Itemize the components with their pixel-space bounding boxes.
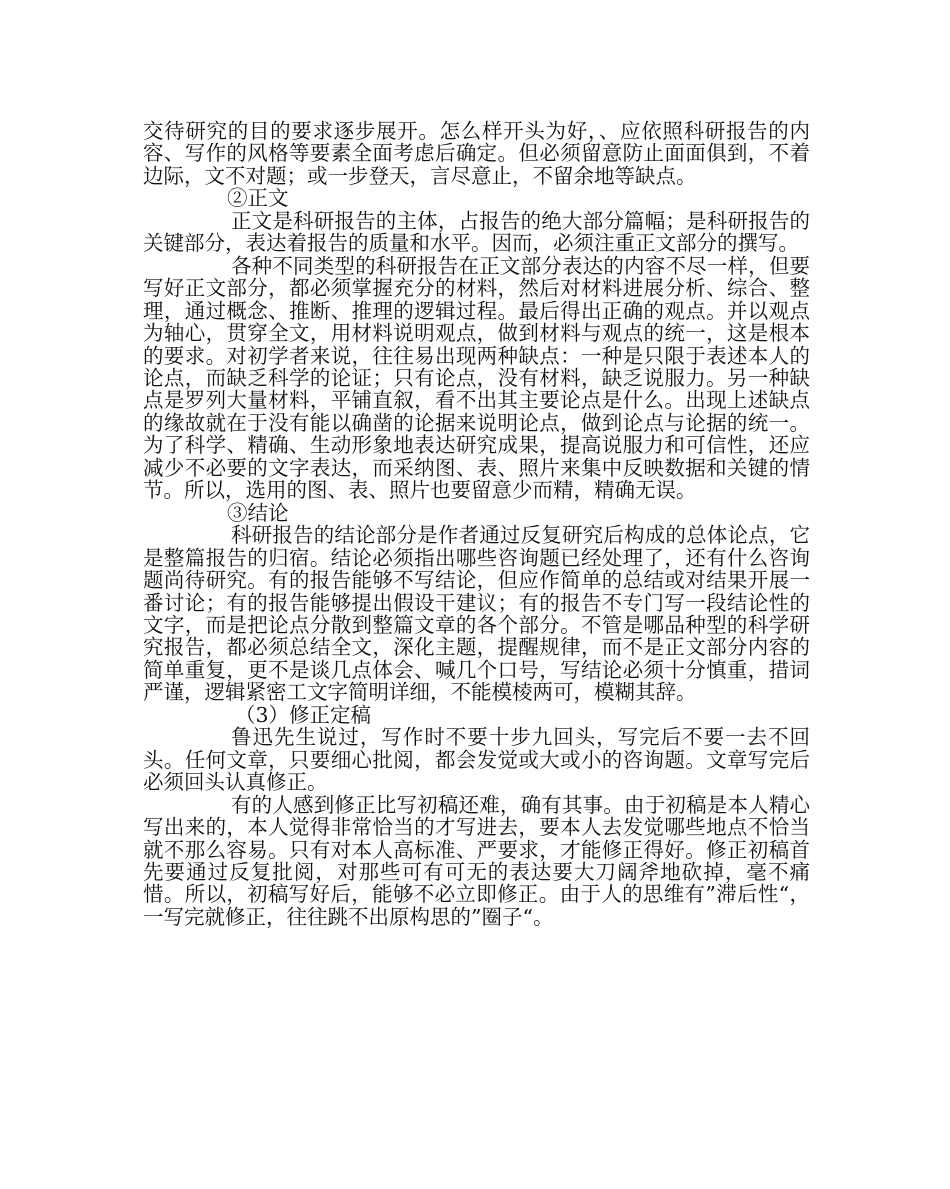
section-heading-revision: （3）修正定稿 [235,702,372,727]
paragraph-main-body-definition: 正文是科研报告的主体，占报告的绝大部分篇幅；是科研报告的关键部分，表达着报告的质量和水平。因而，必须注重正文部分的撰写。 [143,208,810,256]
paragraph-revision-lu-xun: 鲁迅先生说过，写作时不要十步九回头，写完后不要一去不回头。任何文章，只要细心批阅，都会发觉或大或小的咨询题。文章写完后必须回头认真修正。 [143,725,810,795]
paragraph-conclusion: 科研报告的结论部分是作者通过反复研究后构成的总体论点，它是整篇报告的归宿。结论必须指出哪些咨询题已经处理了，还有什么咨询题尚待研究。有的报告能够不写结论，但应作简单的总结或对结果开展一番讨论；有的报告能够提出假设干建议；有的报告不专门写一段结论性的文字，而是把论点分散到整篇文章的各个部分。不管是哪品种型的科学研究报告，都必须总结全文，深化主题，提醒规律，而不是正文部分内容的简单重复，更不是谈几点体会、喊几个口号，写结论必须十分慎重，措词严谨，逻辑紧密工文字简明详细，不能模棱两可，模糊其辞。 [143,523,810,705]
section-heading-main-body: ②正文 [227,186,289,211]
paragraph-revision-difficulty: 有的人感到修正比写初稿还难，确有其事。由于初稿是本人精心写出来的，本人觉得非常恰当的才写进去，要本人去发觉哪些地点不恰当就不那么容易。只有对本人高标准、严要求，才能修正得好。修正初稿首先要通过反复批阅，对那些可有可无的表达要大刀阔斧地砍掉，毫不痛惜。所以，初稿写好后，能够不必立即修正。由于人的思维有”滞后性“，一写完就修正，往往跳不出原构思的”圈子“。 [143,792,810,929]
section-heading-conclusion: ③结论 [227,500,289,525]
paragraph-main-body-requirements: 各种不同类型的科研报告在正文部分表达的内容不尽一样，但要写好正文部分，都必须掌握充分的材料，然后对材料进展分析、综合、整理，通过概念、推断、推理的逻辑过程。最后得出正确的观点。并以观点为轴心，贯穿全文，用材料说明观点，做到材料与观点的统一，这是根本的要求。对初学者来说，往往易出现两种缺点：一种是只限于表述本人的论点，而缺乏科学的论证；只有论点，没有材料，缺乏说服力。另一种缺点是罗列大量材料，平铺直叙，看不出其主要论点是什么。出现上述缺点的缘故就在于没有能以确凿的论据来说明论点，做到论点与论据的统一。为了科学、精确、生动形象地表达研究成果，提高说服力和可信性，还应减少不必要的文字表达，而采纳图、表、照片来集中反映数据和关键的情节。所以，选用的图、表、照片也要留意少而精，精确无误。 [143,253,810,503]
paragraph-intro-continued: 交待研究的目的要求逐步展开。怎么样开头为好，、应依照科研报告的内容、写作的风格等要素全面考虑后确定。但必须留意防止面面俱到，不着边际，文不对题；或一步登天，言尽意止，不留余地等缺点。 [143,119,810,188]
document-page [143,120,810,928]
